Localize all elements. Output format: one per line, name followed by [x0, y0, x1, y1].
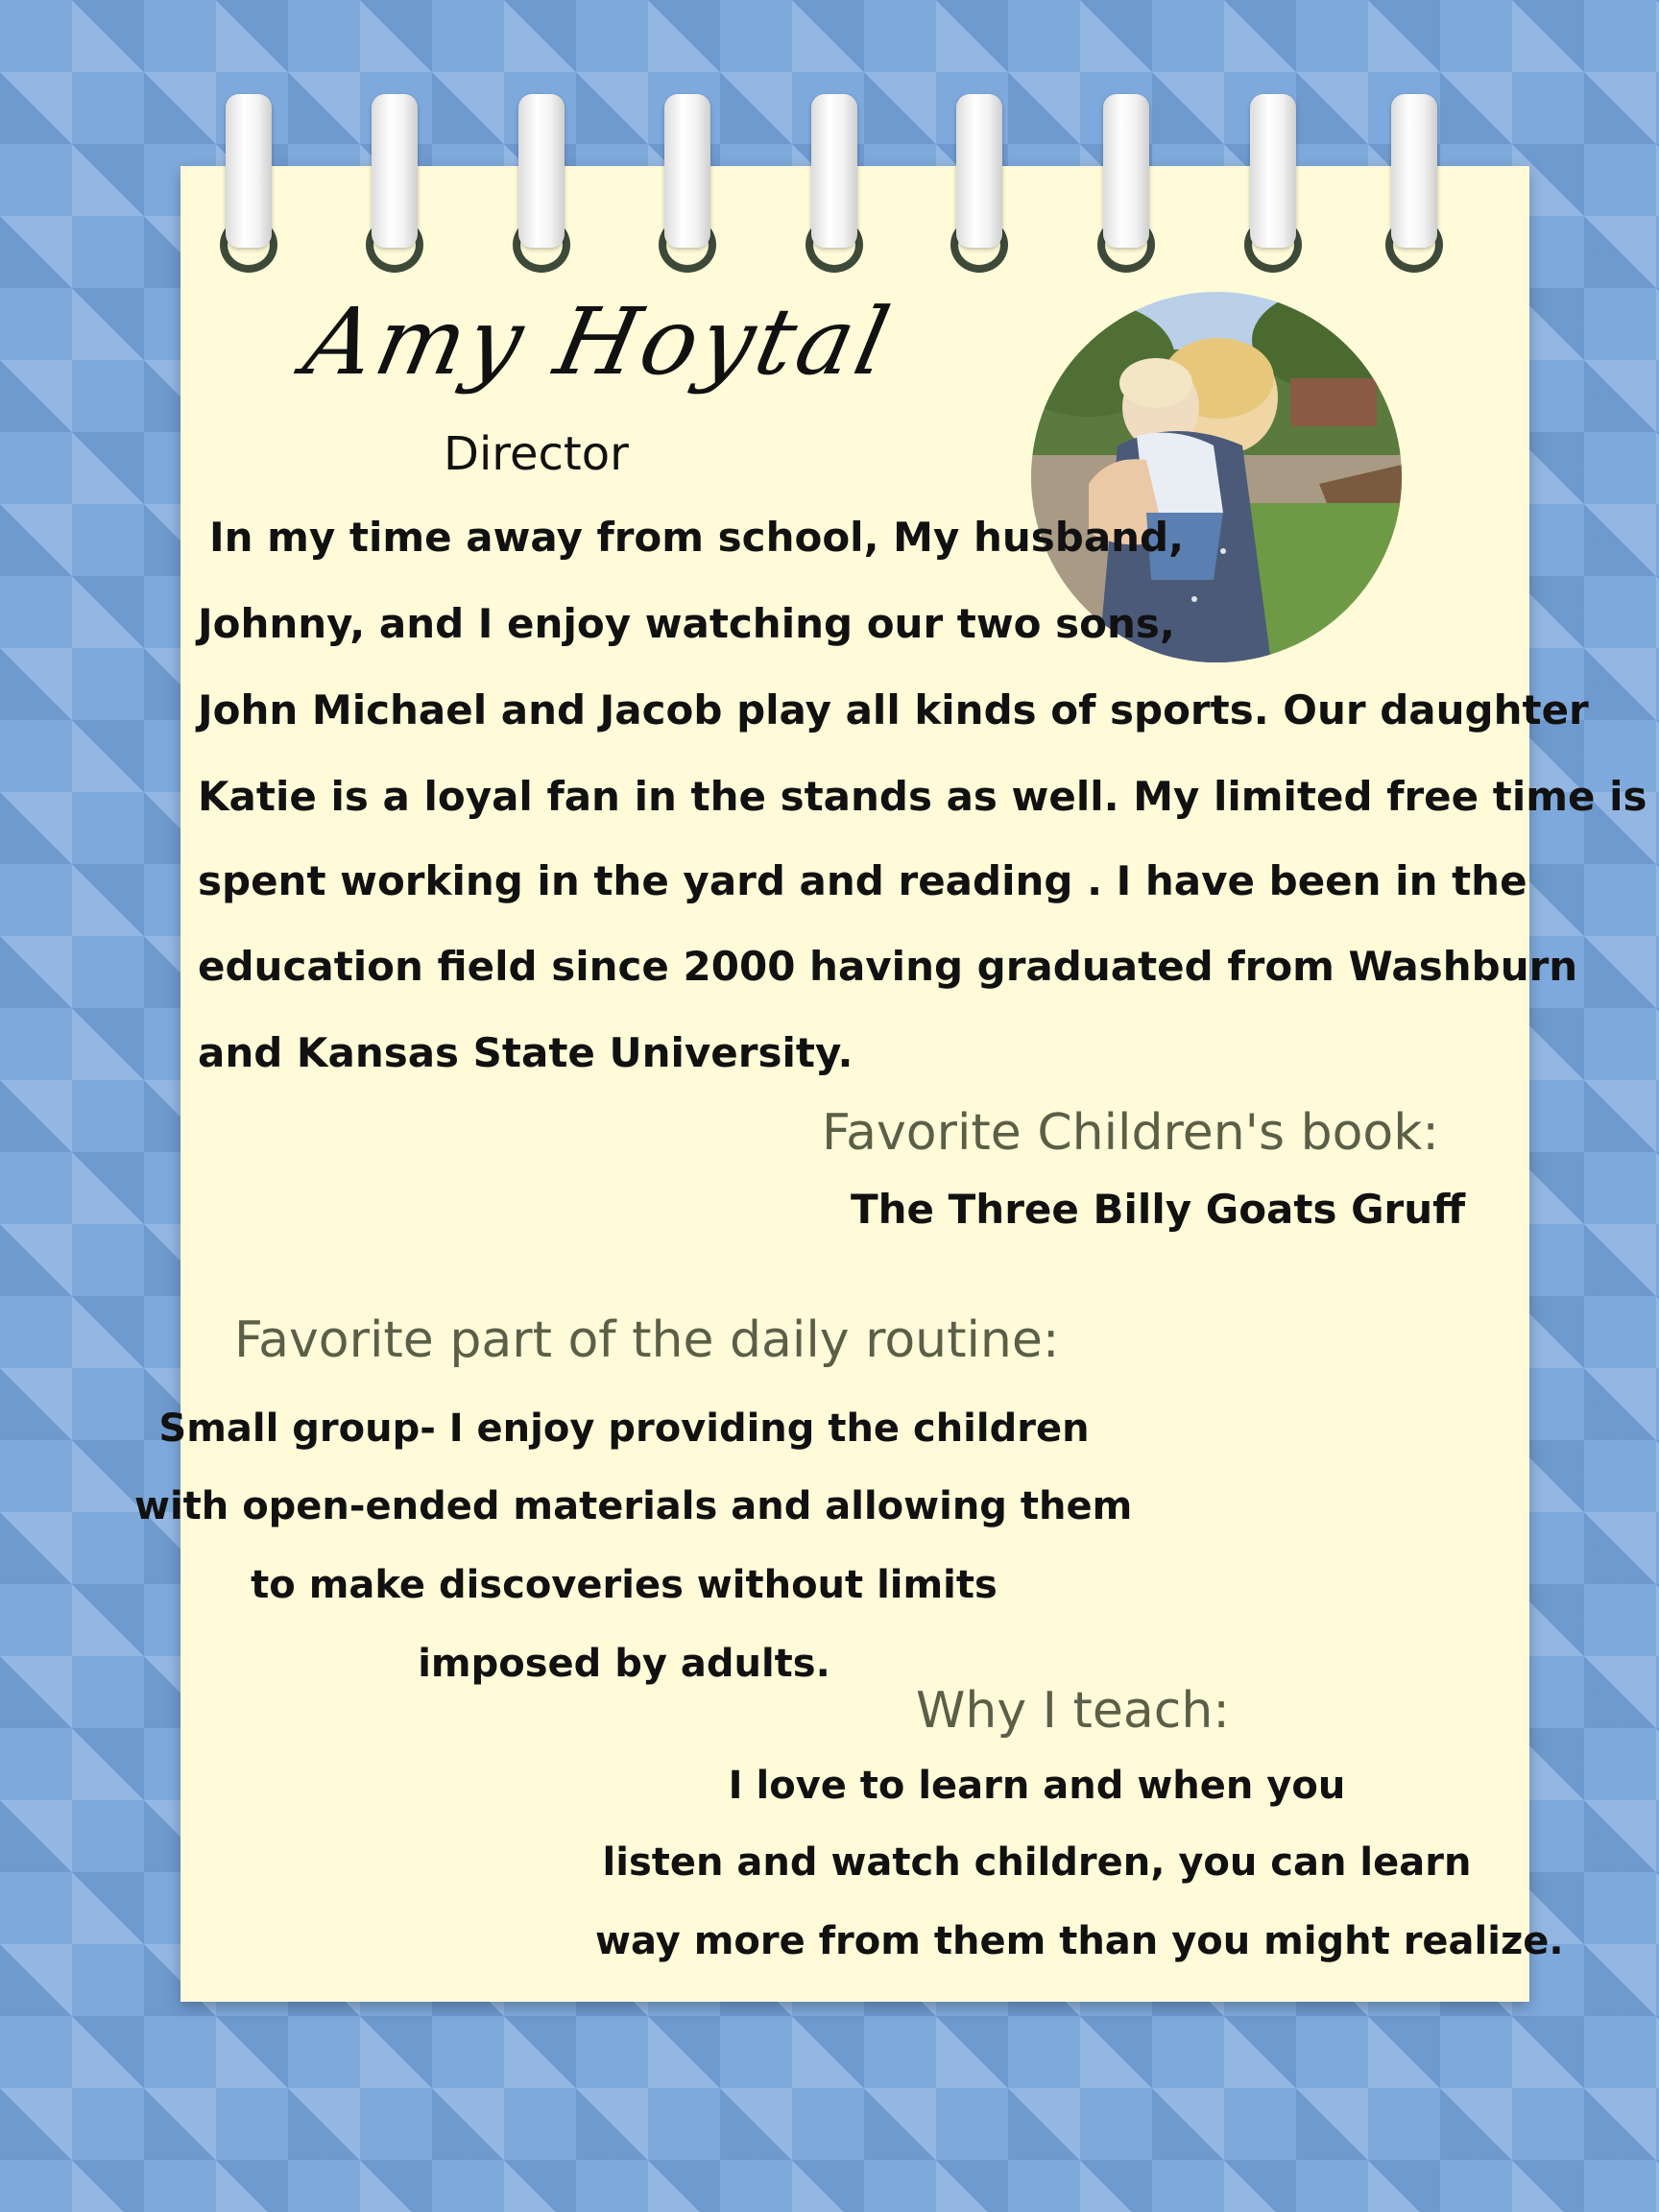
favorite-routine-line: imposed by adults.	[418, 1642, 830, 1686]
bio-line: Johnny, and I enjoy watching our two sons,	[198, 600, 1175, 647]
bio-line: John Michael and Jacob play all kinds of sports. Our daughter	[198, 686, 1589, 733]
ring-bar	[372, 94, 418, 248]
bio-line: Katie is a loyal fan in the stands as well. My limited free time is	[198, 773, 1647, 820]
favorite-routine-line: with open-ended materials and allowing them	[134, 1484, 1133, 1528]
bio-line: and Kansas State University.	[198, 1029, 854, 1076]
why-teach-line: I love to learn and when you	[728, 1764, 1346, 1808]
ring-bar	[226, 94, 272, 248]
bio-line: education field since 2000 having graduated from Washburn	[198, 943, 1578, 990]
favorite-book-title: The Three Billy Goats Gruff	[851, 1186, 1466, 1233]
ring-bar	[1103, 94, 1149, 248]
profile-name: Amy Hoytal	[296, 288, 902, 396]
why-teach-line: listen and watch children, you can learn	[602, 1840, 1472, 1885]
ring-bar	[1391, 94, 1437, 248]
favorite-book-heading: Favorite Children's book:	[822, 1104, 1439, 1162]
favorite-routine-line: to make discoveries without limits	[251, 1563, 998, 1607]
ring-bar	[811, 94, 857, 248]
ring-bar	[956, 94, 1002, 248]
why-teach-heading: Why I teach:	[916, 1682, 1230, 1740]
bio-line: spent working in the yard and reading . I have been in the	[198, 857, 1527, 904]
ring-bar	[518, 94, 565, 248]
bio-line: In my time away from school, My husband,	[209, 514, 1185, 561]
profile-title: Director	[444, 427, 629, 481]
why-teach-line: way more from them than you might realize.	[595, 1919, 1564, 1963]
favorite-routine-line: Small group- I enjoy providing the children	[158, 1407, 1090, 1451]
favorite-routine-heading: Favorite part of the daily routine:	[234, 1311, 1060, 1369]
ring-bar	[1250, 94, 1296, 248]
ring-bar	[664, 94, 710, 248]
